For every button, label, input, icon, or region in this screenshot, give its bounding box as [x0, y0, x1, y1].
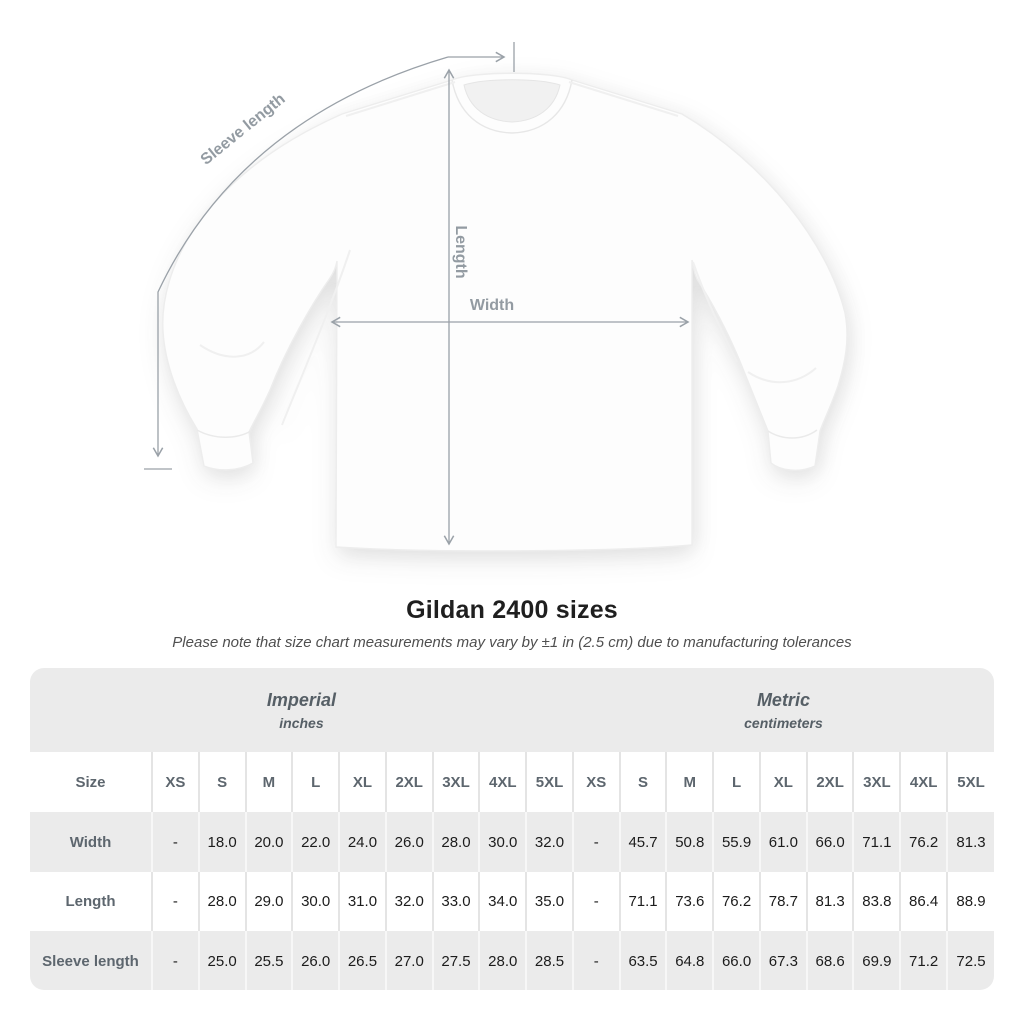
value-cell-metric: 64.8 [666, 931, 713, 990]
row-label-cell: Width [69, 833, 112, 851]
sleeve-length-label: Sleeve length [197, 90, 289, 169]
value-cell-imperial: 27.0 [386, 931, 433, 990]
size-header-imperial-s: S [199, 752, 246, 812]
metric-unit: centimeters [744, 714, 823, 731]
value-cell-metric: 71.2 [900, 931, 947, 990]
value-cell-metric: 69.9 [853, 931, 900, 990]
value-cell-metric: 78.7 [760, 872, 807, 931]
value-cell-metric: 81.3 [807, 872, 854, 931]
heading-block [0, 596, 1024, 651]
value-cell-imperial: 26.0 [292, 931, 339, 990]
width-label: Width [469, 297, 515, 314]
value-cell-imperial: 29.0 [246, 872, 293, 931]
size-header-imperial-5xl: 5XL [526, 752, 573, 812]
length-label: Length [452, 225, 469, 279]
size-header-metric-xs: XS [573, 752, 620, 812]
size-header-metric-xl: XL [760, 752, 807, 812]
metric-label: Metric [756, 689, 810, 710]
row-label-cell: Length [65, 893, 116, 910]
size-header-metric-s: S [620, 752, 667, 812]
value-cell-metric: 68.6 [807, 931, 854, 990]
size-header-metric-m: M [666, 752, 713, 812]
size-header-metric-5xl: 5XL [947, 752, 994, 812]
size-header-imperial-xs: XS [152, 752, 199, 812]
value-cell-imperial: 26.5 [339, 931, 386, 990]
size-header-metric-2xl: 2XL [807, 752, 854, 812]
value-cell-imperial: 34.0 [479, 872, 526, 931]
value-cell-metric: - [573, 931, 620, 990]
value-cell-metric: 86.4 [900, 872, 947, 931]
size-header-imperial-4xl: 4XL [479, 752, 526, 812]
size-header-imperial-2xl: 2XL [386, 752, 433, 812]
value-cell-metric: 76.2 [900, 812, 947, 872]
tolerance-note: Please note that size chart measurements may vary by ±1 in (2.5 cm) due to manufacturing tolerances [172, 634, 852, 651]
value-cell-imperial: 30.0 [292, 872, 339, 931]
value-cell-imperial: 20.0 [246, 812, 293, 872]
value-cell-metric: - [573, 872, 620, 931]
value-cell-metric: 45.7 [620, 812, 667, 872]
value-cell-metric: 73.6 [666, 872, 713, 931]
value-cell-imperial: 28.0 [479, 931, 526, 990]
value-cell-imperial: 28.0 [199, 872, 246, 931]
value-cell-imperial: 28.0 [433, 812, 480, 872]
value-cell-imperial: 25.0 [199, 931, 246, 990]
value-cell-metric: 66.0 [713, 931, 760, 990]
value-cell-imperial: - [152, 872, 199, 931]
value-cell-imperial: 22.0 [292, 812, 339, 872]
value-cell-imperial: - [152, 931, 199, 990]
row-label-cell: Sleeve length [42, 952, 139, 970]
size-header-imperial-l: L [292, 752, 339, 812]
size-chart-table [30, 668, 994, 990]
size-header-row [30, 752, 994, 812]
size-header-imperial-xl: XL [339, 752, 386, 812]
value-cell-metric: 81.3 [947, 812, 994, 872]
measurement-row [30, 812, 994, 872]
value-cell-imperial: 32.0 [526, 812, 573, 872]
size-column-header: Size [75, 773, 106, 791]
value-cell-metric: 63.5 [620, 931, 667, 990]
value-cell-metric: 71.1 [620, 872, 667, 931]
value-cell-imperial: 27.5 [433, 931, 480, 990]
value-cell-imperial: 24.0 [339, 812, 386, 872]
value-cell-metric: 67.3 [760, 931, 807, 990]
value-cell-imperial: 33.0 [433, 872, 480, 931]
imperial-label: Imperial [266, 689, 336, 710]
imperial-group-header [30, 668, 573, 752]
value-cell-metric: 55.9 [713, 812, 760, 872]
value-cell-imperial: 25.5 [246, 931, 293, 990]
page-title: Gildan 2400 sizes [406, 596, 618, 624]
unit-group-header-row [30, 668, 994, 752]
value-cell-metric: 72.5 [947, 931, 994, 990]
value-cell-imperial: 18.0 [199, 812, 246, 872]
measurement-row [30, 872, 994, 931]
value-cell-metric: 61.0 [760, 812, 807, 872]
measurement-row [30, 931, 994, 990]
value-cell-metric: 50.8 [666, 812, 713, 872]
size-header-imperial-3xl: 3XL [433, 752, 480, 812]
value-cell-metric: 76.2 [713, 872, 760, 931]
value-cell-imperial: 31.0 [339, 872, 386, 931]
value-cell-metric: 71.1 [853, 812, 900, 872]
size-header-metric-4xl: 4XL [900, 752, 947, 812]
value-cell-metric: 83.8 [853, 872, 900, 931]
value-cell-imperial: 26.0 [386, 812, 433, 872]
metric-group-header [573, 668, 994, 752]
value-cell-imperial: 35.0 [526, 872, 573, 931]
value-cell-metric: 88.9 [947, 872, 994, 931]
imperial-unit: inches [279, 714, 324, 731]
size-header-metric-l: L [713, 752, 760, 812]
value-cell-imperial: 28.5 [526, 931, 573, 990]
value-cell-imperial: 30.0 [479, 812, 526, 872]
value-cell-imperial: - [152, 812, 199, 872]
value-cell-metric: 66.0 [807, 812, 854, 872]
size-header-imperial-m: M [246, 752, 293, 812]
value-cell-imperial: 32.0 [386, 872, 433, 931]
value-cell-metric: - [573, 812, 620, 872]
size-header-metric-3xl: 3XL [853, 752, 900, 812]
